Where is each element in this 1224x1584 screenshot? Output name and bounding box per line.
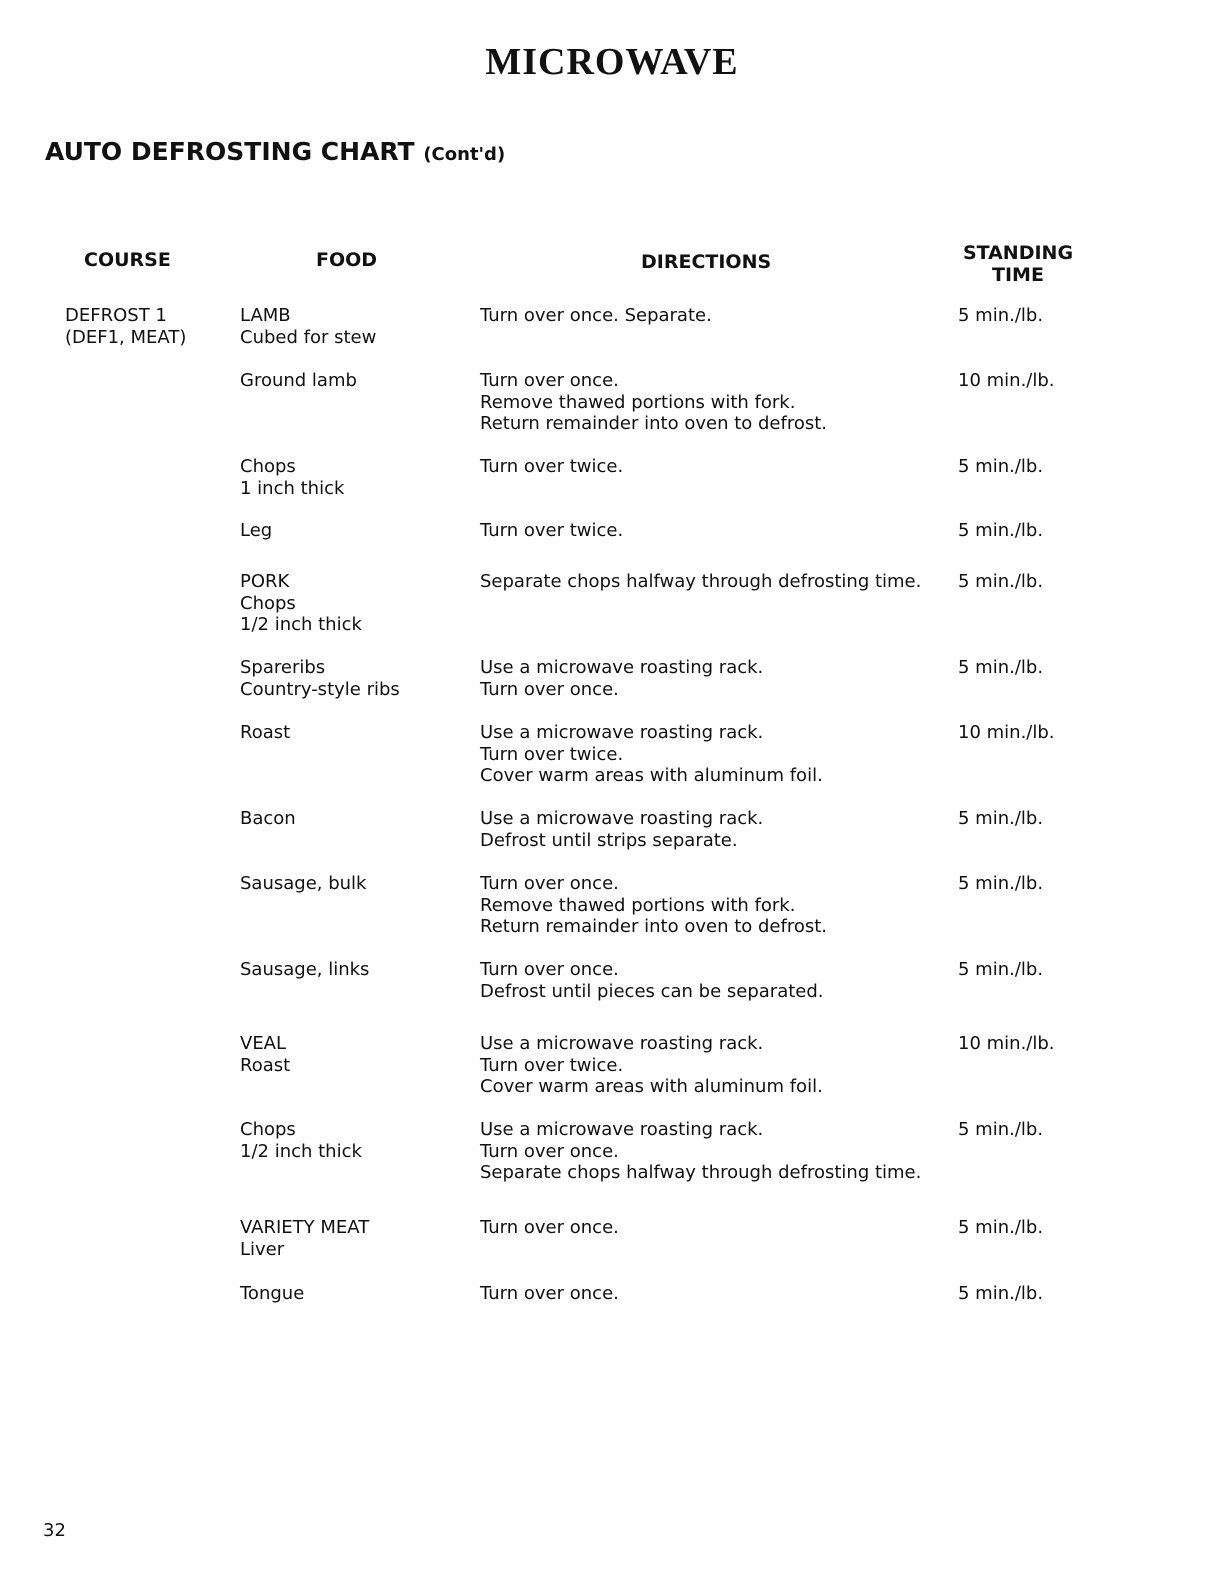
standing-time-cell: 5 min./lb.	[958, 1217, 1044, 1238]
food-cell	[240, 305, 460, 348]
directions-line: Turn over once.	[480, 873, 619, 894]
directions-cell	[480, 370, 940, 435]
chart-title-suffix: (Cont'd)	[423, 144, 506, 165]
directions-line: Turn over twice.	[480, 1054, 624, 1076]
standing-time-cell: 5 min./lb.	[958, 571, 1044, 592]
food-cell	[240, 873, 460, 895]
food-cell	[240, 1033, 460, 1076]
course-line2: (DEF1, MEAT)	[65, 327, 187, 348]
food-line: Cubed for stew	[240, 326, 377, 348]
directions-line: Turn over once.	[480, 678, 619, 700]
food-line: Liver	[240, 1238, 285, 1260]
directions-line: Cover warm areas with aluminum foil.	[480, 765, 823, 786]
food-line: Country-style ribs	[240, 678, 400, 700]
directions-cell	[480, 1283, 940, 1305]
directions-cell	[480, 305, 940, 327]
food-cell	[240, 959, 460, 981]
directions-line: Use a microwave roasting rack.	[480, 1119, 764, 1140]
food-line: VEAL	[240, 1033, 287, 1054]
directions-cell	[480, 808, 940, 851]
chart-title: AUTO DEFROSTING CHART	[45, 137, 415, 166]
directions-line: Turn over once.	[480, 1217, 619, 1238]
food-line: 1 inch thick	[240, 477, 345, 499]
standing-time-cell: 5 min./lb.	[958, 657, 1044, 678]
food-line: 1/2 inch thick	[240, 1140, 362, 1162]
food-line: VARIETY MEAT	[240, 1217, 370, 1238]
food-line: Roast	[240, 1054, 291, 1076]
directions-cell	[480, 959, 940, 1002]
food-cell	[240, 571, 460, 636]
directions-line: Turn over twice.	[480, 520, 624, 541]
directions-cell	[480, 520, 940, 542]
directions-line: Use a microwave roasting rack.	[480, 657, 764, 678]
column-header-standing-line2: TIME	[992, 264, 1044, 286]
food-cell	[240, 456, 460, 499]
directions-line: Turn over twice.	[480, 743, 624, 765]
food-cell	[240, 370, 460, 392]
directions-line: Use a microwave roasting rack.	[480, 722, 764, 743]
directions-line: Turn over once. Separate.	[480, 305, 712, 326]
directions-line: Separate chops halfway through defrosting time.	[480, 1162, 922, 1183]
column-header-standing-line1: STANDING	[962, 242, 1074, 264]
directions-line: Turn over twice.	[480, 456, 624, 477]
column-header-directions: DIRECTIONS	[641, 251, 772, 273]
directions-line: Remove thawed portions with fork.	[480, 391, 796, 413]
food-line: PORK	[240, 571, 290, 592]
food-line: Leg	[240, 520, 273, 541]
directions-cell	[480, 657, 940, 700]
food-line: Chops	[240, 592, 296, 614]
food-cell	[240, 520, 460, 542]
standing-time-cell: 5 min./lb.	[958, 959, 1044, 980]
standing-time-cell: 5 min./lb.	[958, 456, 1044, 477]
food-line: Spareribs	[240, 657, 326, 678]
food-cell	[240, 1119, 460, 1162]
directions-line: Use a microwave roasting rack.	[480, 808, 764, 829]
food-line: Tongue	[240, 1283, 305, 1304]
standing-time-cell: 5 min./lb.	[958, 1283, 1044, 1304]
standing-time-cell: 5 min./lb.	[958, 1119, 1044, 1140]
column-header-food: FOOD	[316, 249, 378, 271]
food-line: Sausage, bulk	[240, 873, 367, 894]
food-cell	[240, 722, 460, 744]
directions-line: Turn over once.	[480, 370, 619, 391]
directions-line: Remove thawed portions with fork.	[480, 894, 796, 916]
food-line: 1/2 inch thick	[240, 614, 362, 635]
directions-line: Cover warm areas with aluminum foil.	[480, 1076, 823, 1097]
standing-time-cell: 10 min./lb.	[958, 1033, 1055, 1054]
directions-line: Defrost until strips separate.	[480, 829, 738, 851]
food-cell	[240, 1283, 460, 1305]
standing-time-cell: 10 min./lb.	[958, 722, 1055, 743]
course-line1: DEFROST 1	[65, 305, 167, 326]
directions-line: Use a microwave roasting rack.	[480, 1033, 764, 1054]
food-line: Sausage, links	[240, 959, 370, 980]
directions-line: Defrost until pieces can be separated.	[480, 980, 824, 1002]
directions-cell	[480, 456, 940, 478]
food-line: Ground lamb	[240, 370, 357, 391]
directions-line: Turn over once.	[480, 959, 619, 980]
directions-line: Turn over once.	[480, 1283, 619, 1304]
directions-cell	[480, 571, 940, 593]
directions-cell	[480, 1217, 940, 1239]
food-cell	[240, 808, 460, 830]
food-line: LAMB	[240, 305, 291, 326]
directions-cell	[480, 722, 940, 787]
food-line: Bacon	[240, 808, 296, 829]
directions-cell	[480, 1119, 940, 1184]
column-header-course: COURSE	[84, 249, 171, 271]
directions-line: Return remainder into oven to defrost.	[480, 413, 828, 434]
standing-time-cell: 5 min./lb.	[958, 520, 1044, 541]
food-line: Roast	[240, 722, 291, 743]
food-cell	[240, 1217, 460, 1260]
directions-line: Turn over once.	[480, 1140, 619, 1162]
food-line: Chops	[240, 456, 296, 477]
directions-line: Return remainder into oven to defrost.	[480, 916, 828, 937]
page-number: 32	[43, 1520, 66, 1541]
standing-time-cell: 5 min./lb.	[958, 305, 1044, 326]
directions-line: Separate chops halfway through defrosting time.	[480, 571, 922, 592]
standing-time-cell: 5 min./lb.	[958, 808, 1044, 829]
page-title: MICROWAVE	[485, 41, 739, 83]
directions-cell	[480, 1033, 940, 1098]
standing-time-cell: 5 min./lb.	[958, 873, 1044, 894]
food-cell	[240, 657, 460, 700]
standing-time-cell: 10 min./lb.	[958, 370, 1055, 391]
food-line: Chops	[240, 1119, 296, 1140]
directions-cell	[480, 873, 940, 938]
